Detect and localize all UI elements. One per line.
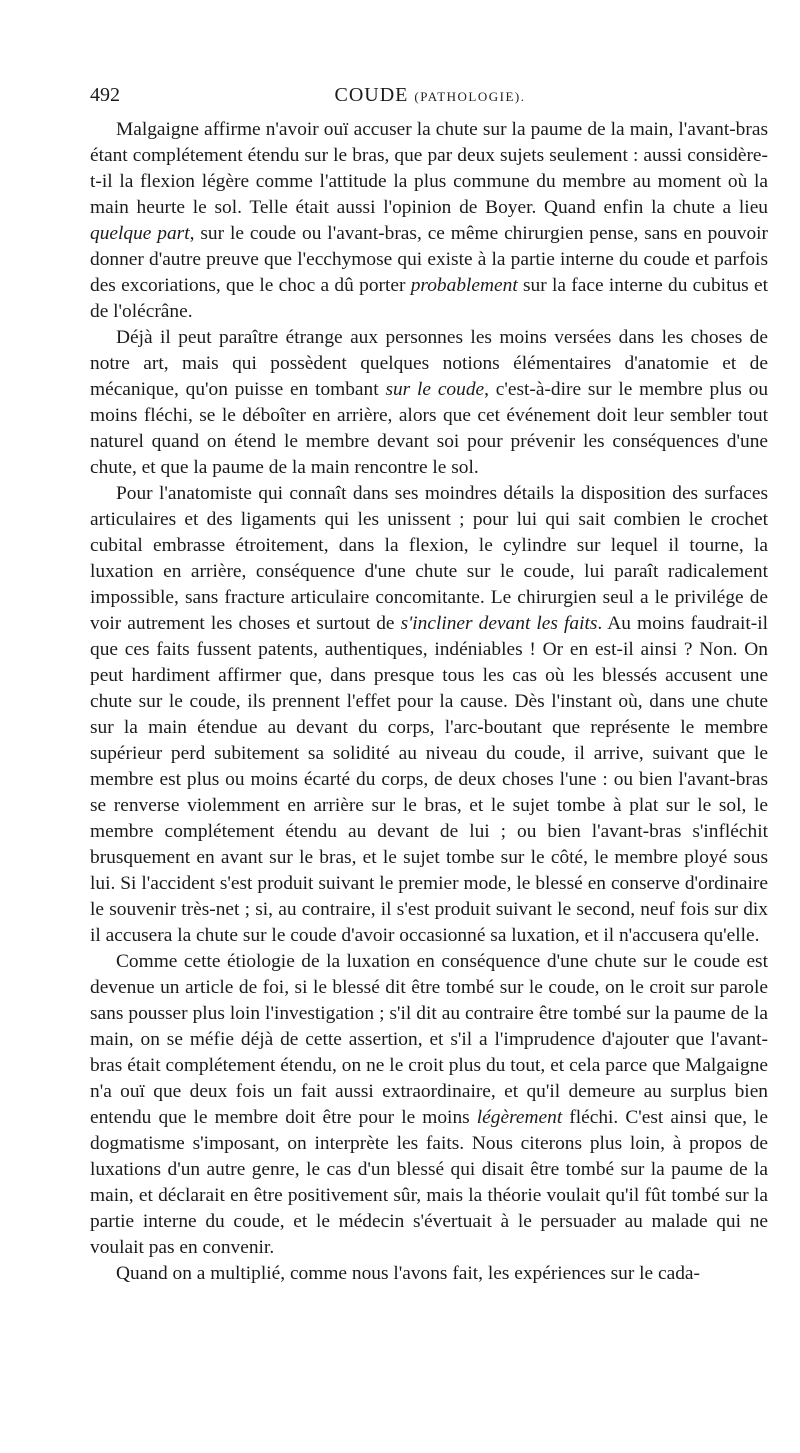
paragraph	[90, 949, 768, 1261]
italic-text: probablement	[410, 275, 518, 296]
running-head	[90, 84, 770, 107]
text-run: , sur le coude ou l'avant-bras, ce même chirurgien pense, sans en pouvoir donner d'autre preuve que l'ecchymose qui existe à la partie interne du coude et parfois des excoriations, que le choc a dû porter	[90, 223, 768, 296]
text-run: Quand on a multiplié, comme nous l'avons fait, les expériences sur le cada-	[116, 1263, 700, 1284]
paragraph	[90, 325, 768, 481]
page-header	[90, 84, 770, 112]
italic-text: quelque part	[90, 223, 190, 244]
text-run: Pour l'anatomiste qui connaît dans ses moindres détails la disposition des surfaces articulaires et des ligaments qui les unissent ; pour lui qui sait combien le crochet cubital embrasse étroitement, dans la flexion, le cylindre sur lequel il tourne, la luxation en arrière, conséquence d'une chute sur le coude, lui paraît radicalement impossible, sans fracture articulaire concomitante. Le chirurgien seul a le privilége de voir autrement les choses et surtout de	[90, 483, 768, 634]
text-run: Malgaigne affirme n'avoir ouï accuser la chute sur la paume de la main, l'avant-bras étant complétement étendu sur le bras, que par deux sujets seulement : aussi considère-t-il la flexion légère comme l'attitude la plus commune du membre au moment où la main heurte le sol. Telle était aussi l'opinion de Boyer. Quand enfin la chute a lieu	[90, 119, 768, 218]
text-run: Déjà il peut paraître étrange aux personnes les moins versées dans les choses de notre art, mais qui possèdent quelques notions élémentaires d'anatomie et de mécanique, qu'on puisse en tombant	[90, 327, 768, 400]
paragraph	[90, 481, 768, 949]
text-run: fléchi. C'est ainsi que, le dogmatisme s'imposant, on interprète les faits. Nous citerons plus loin, à propos de luxations d'un autre genre, le cas d'un blessé qui disait être tombé sur la paume de la main, et déclarait en être positivement sûr, mais la théorie voulait qu'il fût tombé sur la partie interne du coude, et le médecin s'évertuait à le persuader au malade qui ne voulait pas en convenir.	[90, 1107, 769, 1258]
running-head-subtitle: (PATHOLOGIE).	[414, 89, 526, 104]
text-run: Comme cette étiologie de la luxation en conséquence d'une chute sur le coude est devenue un article de foi, si le blessé dit être tombé sur le coude, on le croit sur parole sans pousser plus loin l'investigation ; s'il dit au contraire être tombé sur la paume de la main, on se méfie déjà de cette assertion, et s'il a l'imprudence d'ajouter que l'avant-bras était complétement étendu, on ne le croit plus du tout, et cela parce que Malgaigne n'a ouï que deux fois un fait aussi extraordinaire, et qu'il demeure au surplus bien entendu que le membre doit être pour le moins	[90, 951, 768, 1128]
page-number: 492	[90, 84, 120, 106]
text-run: , c'est-à-dire sur le membre plus ou moins fléchi, se le déboîter en arrière, alors que cet événement doit leur sembler tout naturel quand on étend le membre devant soi pour prévenir les conséquences d'une chute, et que la paume de la main rencontre le sol.	[90, 379, 769, 478]
italic-text: légèrement	[476, 1107, 563, 1128]
paragraph	[90, 1261, 768, 1287]
paragraph	[90, 117, 768, 325]
text-run: sur la face interne du cubitus et de l'olécrâne.	[90, 275, 768, 322]
text-run: . Au moins faudrait-il que ces faits fussent patents, authentiques, indéniables ! Or en est-il ainsi ? Non. On peut hardiment affirmer que, dans presque tous les cas où les blessés accusent une chute sur le coude, ils prennent l'effet pour la cause. Dès l'instant où, dans une chute sur la main étendue au devant du corps, l'arc-boutant que représente le membre supérieur perd subitement sa solidité au niveau du coude, il arrive, suivant que le membre est plus ou moins écarté du corps, de deux choses l'une : ou bien l'avant-bras se renverse violemment en arrière sur le bras, et le sujet tombe à plat sur le sol, le membre complétement étendu au devant de lui ; ou bien l'avant-bras s'infléchit brusquement en avant sur le bras, et le sujet tombe sur le côté, le membre ployé sous lui. Si l'accident s'est produit suivant le premier mode, le blessé en conserve d'ordinaire le souvenir très-net ; si, au contraire, il s'est produit suivant le second, neuf fois sur dix il accusera la chute sur le coude d'avoir occasionné sa luxation, et il n'accusera qu'elle.	[90, 613, 768, 946]
italic-text: s'incliner devant les faits	[400, 613, 598, 634]
running-head-title: COUDE	[334, 84, 409, 106]
italic-text: sur le coude	[385, 379, 485, 400]
body-text	[90, 117, 768, 1287]
